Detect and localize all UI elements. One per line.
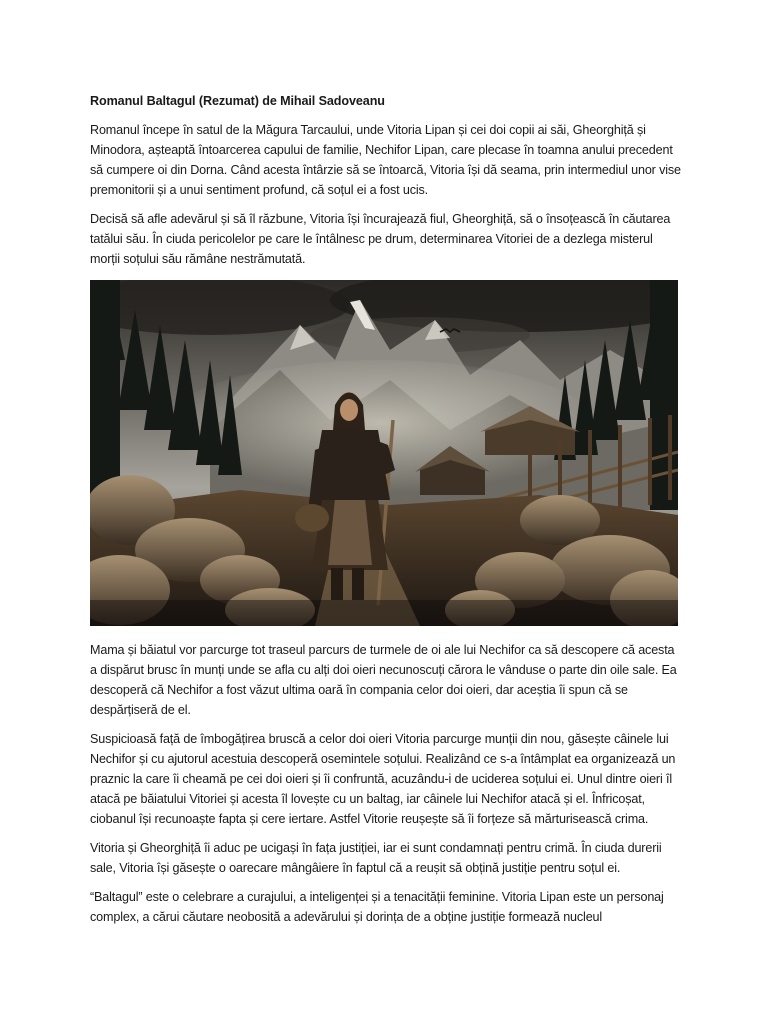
- paragraph: Decisă să afle adevărul și să îl răzbune, Vitoria își încurajează fiul, Gheorghiță, să o însoțească în căutarea tatălui său. În ciuda pericolelor pe care le întâlnesc pe drum, determinarea Vitoriei de a dezlega misterul morții soțului său rămâne nestrămutată.: [90, 212, 671, 266]
- paragraph: Vitoria și Gheorghiță îi aduc pe ucigași în fața justiției, iar ei sunt condamnați pentru crimă. În ciuda durerii sale, Vitoria își găsește o oarecare mângâiere în faptul că a reușit să obțină justiție pentru soțul ei.: [90, 841, 662, 875]
- document-page: [90, 92, 682, 936]
- paragraph: Mama și băiatul vor parcurge tot traseul parcurs de turmele de oi ale lui Nechifor ca să descopere că acesta a dispărut brusc în munți unde se afla cu alți doi oieri necunoscuți cărora le vânduse o parte din oile sale. Ea descoperă că Nechifor a fost văzut ultima oară în compania celor doi oieri, dar aceștia îi spun că se despărțiseră de el.: [90, 643, 677, 717]
- document-title: Romanul Baltagul (Rezumat) de Mihail Sadoveanu: [90, 94, 385, 108]
- illustration-woman-in-mountains: [90, 280, 678, 626]
- paragraph: Suspicioasă față de îmbogățirea bruscă a celor doi oieri Vitoria parcurge munții din nou, găsește câinele lui Nechifor și cu ajutorul acestuia descoperă osemintele soțului. Realizând ce s-a întâmplat ea organizează un praznic la care îi cheamă pe cei doi oieri și îi confruntă, acuzându-i de uciderea soțului ei. Unul dintre oieri îl atacă pe băiatului Vitoriei și acesta îl lovește cu un baltag, iar câinele lui Nechifor atacă și el. Înfricoșat, ciobanul își recunoaște fapta și cere iertare. Astfel Vitorie reușește să îi forțeze să mărturisească crima.: [90, 732, 676, 826]
- paragraph: “Baltagul” este o celebrare a curajului, a inteligenței și a tenacității feminine. Vitoria Lipan este un personaj complex, a cărui căutare neobosită a adevărului și dorința de a obține justiție formează nucleul: [90, 890, 664, 924]
- paragraph: Romanul începe în satul de la Măgura Tarcaului, unde Vitoria Lipan și cei doi copii ai săi, Gheorghiță și Minodora, așteaptă întoarcerea capului de familie, Nechifor Lipan, care plecase în toamna anului precedent să cumpere oi din Dorna. Când acesta întârzie să se întoarcă, Vitoria își dă seama, prin intermediul unor vise premonitorii și a unui sentiment profund, că soțul ei a fost ucis.: [90, 123, 681, 197]
